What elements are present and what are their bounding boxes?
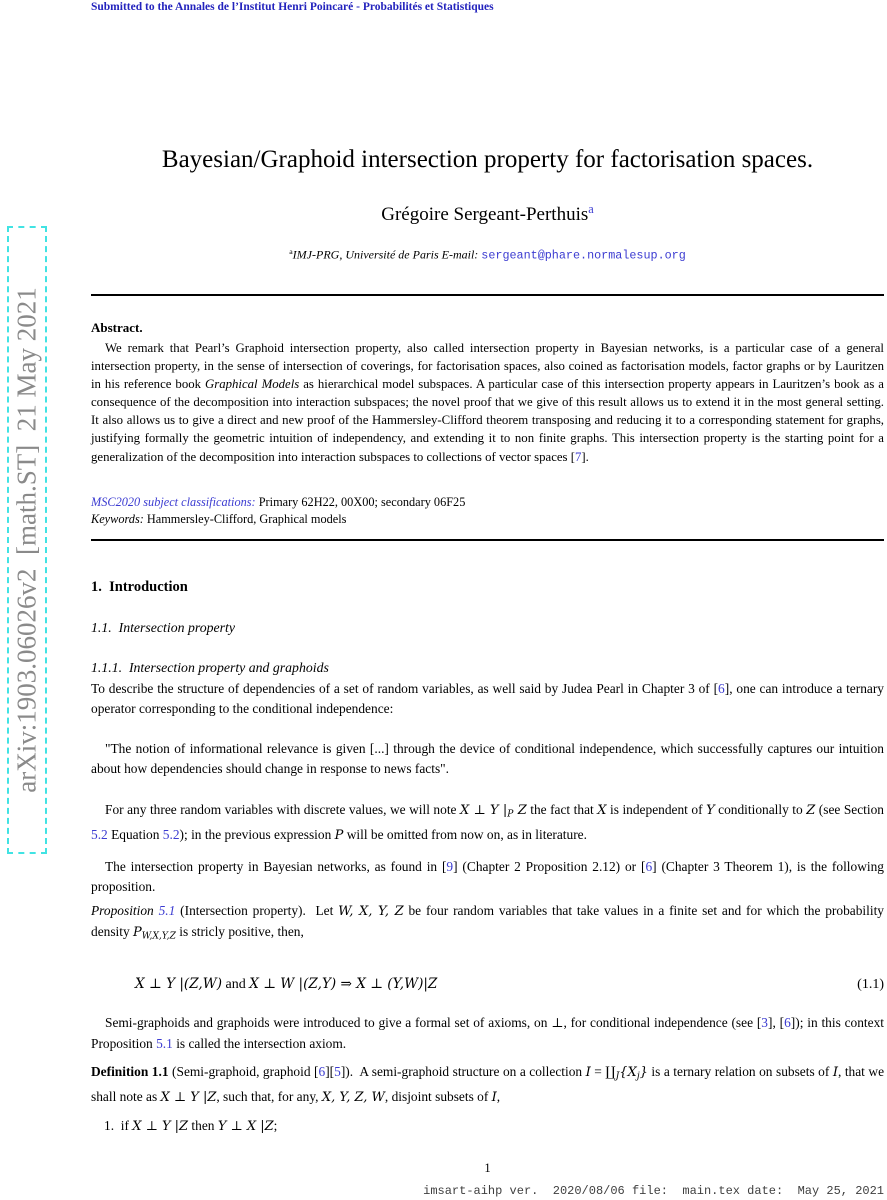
- text-segment: P: [507, 809, 514, 820]
- text-segment: {X: [619, 1065, 637, 1080]
- text-segment: To describe the structure of dependencies of a set of random variables, as well said by Judea Pearl in Chapter 3 of [: [91, 681, 719, 696]
- text-segment: =: [590, 1064, 606, 1079]
- text-segment: Keywords:: [91, 512, 144, 526]
- text-segment: We remark that Pearl’s Graphoid intersection property, also called intersection property in Bayesian networks, is a particular case of a general intersection property, in the sense of intersection of coverings, for factorisation spaces, also coined as factorisation models, factor graphs or by Lauritzen in his reference book: [91, 341, 884, 392]
- text-segment: Equation: [107, 827, 163, 843]
- inline-link[interactable]: 5.2: [162, 827, 180, 843]
- text-segment: Graphical Models: [205, 377, 300, 392]
- text-segment: j: [636, 1071, 640, 1082]
- inline-link[interactable]: 5.2: [91, 827, 108, 843]
- paragraph-notation: [91, 800, 884, 846]
- text-segment: Hammersley-Clifford, Graphical models: [143, 512, 347, 526]
- rule-bottom: [91, 539, 884, 541]
- text-segment: Z: [806, 803, 816, 818]
- text-segment: X ⊥ W |(Z,Y) ⇒ X ⊥ (Y,W)|Z: [249, 976, 438, 992]
- text-segment: Definition 1.1: [91, 1064, 173, 1079]
- definition-list-item-1: [91, 1116, 884, 1137]
- text-segment: I: [832, 1065, 838, 1080]
- subsubsection-heading-graphoids: 1.1.1. Intersection property and graphoids: [91, 660, 329, 675]
- inline-link[interactable]: 5.1: [158, 903, 176, 918]
- inline-link[interactable]: 7: [575, 449, 582, 464]
- text-segment: Grégoire Sergeant-Perthuis: [381, 203, 589, 225]
- inline-link[interactable]: 6: [645, 859, 653, 874]
- text-segment: W,X,Y,Z: [141, 931, 176, 942]
- inline-link[interactable]: sergeant@phare.normalesup.org: [481, 248, 686, 263]
- definition-1-1: [91, 1062, 884, 1108]
- text-segment: conditionally to: [714, 802, 807, 817]
- arxiv-stamp-box: [7, 226, 47, 854]
- text-segment: , disjoint subsets of: [384, 1089, 492, 1105]
- text-segment: is called the intersection axiom.: [172, 1035, 347, 1051]
- rule-top: [91, 294, 884, 296]
- text-segment: is a ternary relation on subsets of: [647, 1064, 833, 1079]
- text-segment: is stricly positive, then,: [175, 923, 304, 939]
- inline-link[interactable]: 3: [761, 1015, 768, 1030]
- text-segment: then: [188, 1118, 218, 1133]
- text-segment: is independent of: [606, 802, 707, 817]
- text-segment: Proposition: [91, 903, 159, 918]
- text-segment: For any three random variables with discrete values, we will note: [105, 802, 460, 817]
- equation-number: (1.1): [857, 977, 884, 992]
- text-segment: will be omitted from now on, as in literature.: [343, 827, 587, 843]
- text-segment: X ⊥ Y |Z: [132, 1119, 189, 1134]
- text-segment: ]). A semi-graphoid structure on a collection: [340, 1064, 586, 1079]
- text-segment: W, X, Y, Z: [338, 904, 404, 919]
- paper-content: [91, 0, 884, 1200]
- text-segment: P: [133, 924, 142, 940]
- inline-link[interactable]: 6: [784, 1015, 791, 1030]
- submitted-note: Submitted to the Annales de l’Institut Henri Poincaré - Probabilités et Statistiques: [91, 1, 494, 13]
- text-segment: ] (Chapter 2 Proposition 2.12) or [: [453, 859, 646, 874]
- inline-link[interactable]: a: [588, 202, 594, 216]
- text-segment: X ⊥ Y |: [460, 803, 508, 818]
- subsection-heading-intersection-property: 1.1. Intersection property: [91, 620, 235, 635]
- text-segment: be four random variables that take values in a finite set and for which the probability density: [91, 903, 885, 939]
- abstract-heading: Abstract.: [91, 320, 143, 335]
- abstract-text: [91, 339, 884, 466]
- text-segment: ,: [496, 1089, 501, 1105]
- text-segment: , for conditional independence (see [: [563, 1015, 762, 1030]
- author-name: [91, 202, 884, 226]
- text-segment: "The notion of informational relevance is given [...] through the device of conditional independence, which successfully captures our intuition about how dependencies should change in response to news facts".: [91, 741, 884, 776]
- paragraph-quote: [91, 739, 884, 778]
- proposition-5-1: [91, 901, 884, 947]
- equation-body: [91, 976, 437, 993]
- text-segment: The intersection property in Bayesian networks, as found in [: [105, 859, 447, 874]
- inline-link[interactable]: 5: [334, 1064, 341, 1079]
- text-segment: ] (Chapter 3 Theorem 1), is the following proposition.: [91, 859, 884, 894]
- text-segment: X ⊥ Y |(Z,W): [135, 976, 222, 992]
- text-segment: Y: [706, 803, 715, 818]
- text-segment: ;: [273, 1118, 278, 1133]
- text-segment: ); in the previous expression: [179, 827, 335, 843]
- equation-1-1: [91, 976, 884, 993]
- text-segment: , such that, for any,: [216, 1089, 322, 1105]
- text-segment: ⊥: [551, 1016, 564, 1031]
- text-segment: ], [: [768, 1015, 785, 1030]
- inline-link[interactable]: 5.1: [156, 1035, 173, 1051]
- text-segment: I: [585, 1065, 591, 1080]
- text-segment: (Intersection property). Let: [175, 903, 339, 918]
- text-segment: P: [334, 828, 344, 844]
- text-segment: (Semi-graphoid, graphoid [: [172, 1064, 319, 1079]
- text-segment: ∐: [605, 1065, 616, 1080]
- inline-link[interactable]: 6: [718, 681, 725, 696]
- paragraph-bayesian-networks: [91, 857, 884, 896]
- text-segment: IMJ-PRG, Université de Paris E-mail:: [292, 247, 482, 262]
- keywords-line: [91, 512, 884, 527]
- text-segment: the fact that: [526, 802, 598, 817]
- text-segment: I: [491, 1090, 497, 1106]
- section-heading-introduction: 1. Introduction: [91, 579, 188, 595]
- text-segment: ]); in this context Proposition: [91, 1015, 885, 1051]
- inline-link[interactable]: MSC2020 subject classifications:: [91, 495, 256, 509]
- text-segment: and: [222, 977, 250, 992]
- text-segment: Y ⊥ X |Z: [217, 1119, 274, 1134]
- text-segment: Semi-graphoids and graphoids were introduced to give a formal set of axioms, on: [105, 1015, 552, 1030]
- paragraph-semi-graphoids: [91, 1013, 884, 1053]
- author-affiliation: [91, 247, 884, 262]
- inline-link[interactable]: 9: [446, 859, 454, 874]
- text-segment: Z: [513, 803, 527, 818]
- text-segment: }: [639, 1065, 648, 1080]
- text-segment: J: [615, 1071, 620, 1082]
- arxiv-stamp-link[interactable]: arXiv:1903.06026v2 [math.ST] 21 May 2021: [11, 287, 42, 793]
- paragraph-intro: [91, 679, 884, 718]
- text-segment: ], one can introduce a ternary operator corresponding to the conditional independence:: [91, 681, 884, 716]
- text-segment: 1. if: [104, 1118, 133, 1133]
- page-number: 1: [484, 1161, 491, 1175]
- text-segment: , that we shall note as: [91, 1064, 885, 1105]
- paper-title: Bayesian/Graphoid intersection property for factorisation spaces.: [161, 146, 814, 173]
- text-segment: (see Section: [815, 802, 884, 817]
- text-segment: X ⊥ Y |Z: [160, 1090, 217, 1106]
- text-segment: as hierarchical model subspaces. A particular case of this intersection property appears in Lauritzen’s book as a consequence of the decomposition into interaction subspaces; the novel proof that we give of this result allows us to extend it in the most general setting. It also allows us to give a direct and new proof of the Hammersley-Clifford theorem transposing and reducing it to a corresponding statement for graphs, justifying formally the geometric intuition of independency, and extending it to non finite graphs. This intersection property is the starting point for a generalization of the decomposition into interaction subspaces to collections of vector spaces [: [91, 377, 884, 464]
- text-segment: X, Y, Z, W: [321, 1090, 385, 1106]
- text-segment: ].: [581, 449, 589, 464]
- text-segment: Primary 62H22, 00X00; secondary 06F25: [255, 495, 466, 509]
- inline-link[interactable]: 6: [318, 1064, 326, 1079]
- msc-classifications: [91, 495, 884, 510]
- colophon: imsart-aihp ver. 2020/08/06 file: main.tex date: May 25, 2021: [423, 1184, 884, 1198]
- text-segment: a: [289, 247, 293, 256]
- text-segment: X: [597, 803, 607, 818]
- text-segment: ][: [325, 1064, 335, 1079]
